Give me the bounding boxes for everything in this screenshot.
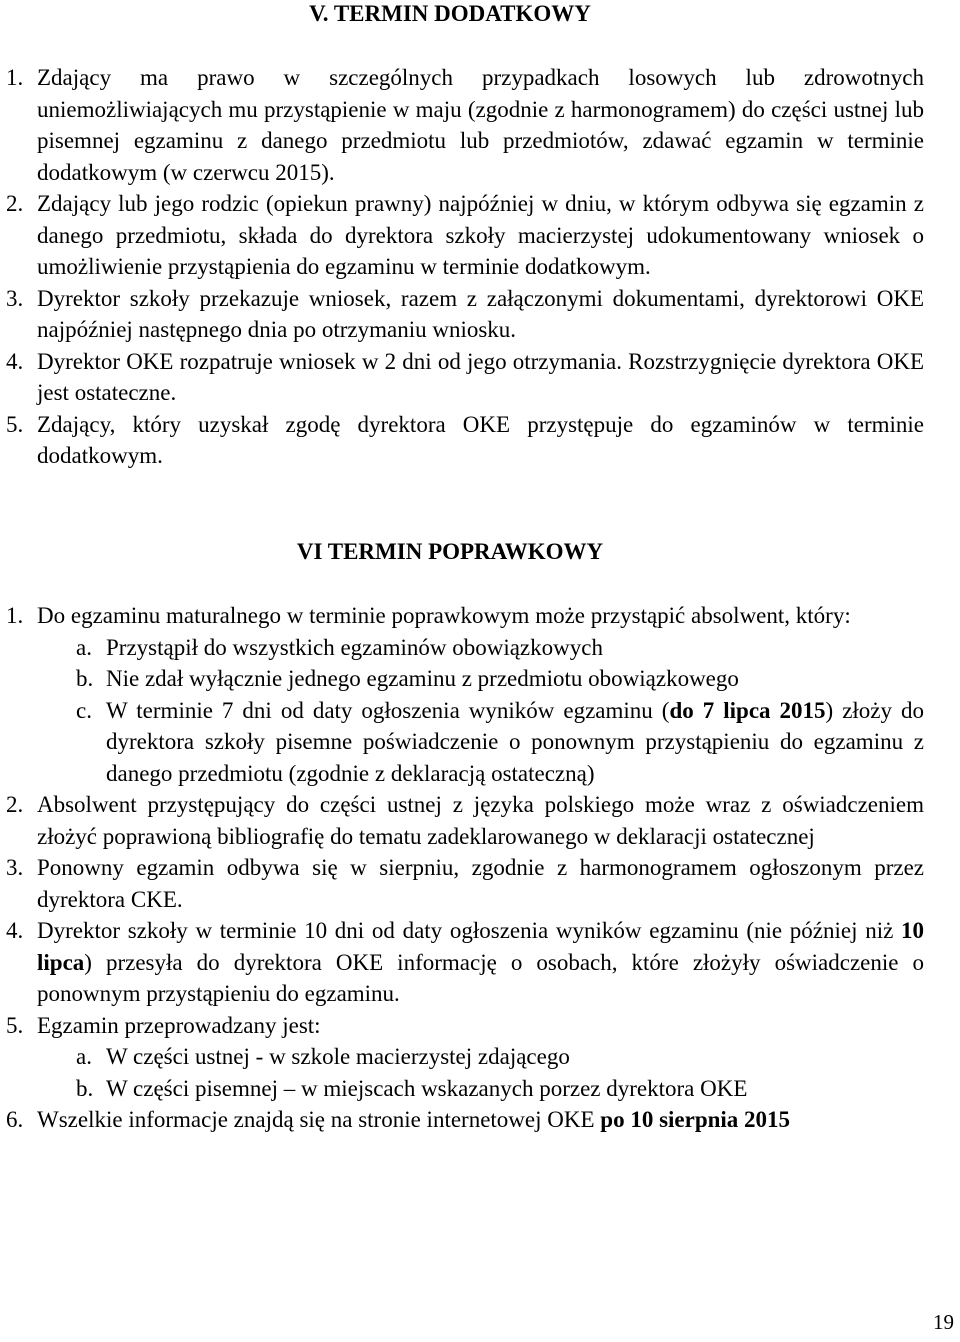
item-text: Dyrektor szkoły w terminie 10 dni od daty ogłoszenia wyników egzaminu (nie później niż bbox=[37, 918, 901, 943]
item-text: Zdający, który uzyskał zgodę dyrektora OKE przystępuje do egzaminów w terminie dodatkowym. bbox=[37, 411, 924, 468]
item-number: 2. bbox=[6, 792, 24, 817]
publication-date: po 10 sierpnia 2015 bbox=[600, 1107, 791, 1132]
sub-item-text: Przystąpił do wszystkich egzaminów obowiązkowych bbox=[106, 634, 603, 660]
list-item bbox=[6, 409, 924, 472]
sub-list-item bbox=[6, 1041, 924, 1073]
list-item bbox=[6, 283, 924, 346]
section-vi-list bbox=[6, 600, 924, 1136]
list-item bbox=[6, 188, 924, 283]
item-number: 5. bbox=[6, 1012, 24, 1038]
list-item bbox=[6, 915, 924, 1010]
item-number: 3. bbox=[6, 855, 24, 880]
sub-list-item bbox=[6, 632, 924, 664]
sub-item-letter: b. bbox=[76, 1075, 94, 1101]
item-text: Absolwent przystępujący do części ustnej z języka polskiego może wraz z oświadczeniem złożyć poprawioną bibliografię do tematu zadeklarowanego w deklaracji ostatecznej bbox=[37, 792, 924, 849]
item-text: Zdający ma prawo w szczególnych przypadkach losowych lub zdrowotnych uniemożliwiających mu przystąpienie w maju (zgodnie z harmonogramem) do części ustnej lub pisemnej egzaminu z danego przedmiotu lub przedmiotów, zdawać egzamin w terminie dodatkowym (w czerwcu 2015). bbox=[37, 65, 924, 185]
sub-list-item bbox=[6, 1073, 924, 1105]
list-item bbox=[6, 346, 924, 409]
item-number: 2. bbox=[6, 191, 24, 216]
item-text: Zdający lub jego rodzic (opiekun prawny) najpóźniej w dniu, w którym odbywa się egzamin z danego przedmiotu, składa do dyrektora szkoły macierzystej udokumentowany wniosek o umożliwienie przystąpienia do egzaminu w terminie dodatkowym. bbox=[37, 191, 924, 279]
list-item bbox=[6, 852, 924, 915]
sub-item-letter: a. bbox=[76, 1044, 92, 1069]
list-item bbox=[6, 600, 924, 632]
sub-item-text: W części ustnej - w szkole macierzystej zdającego bbox=[106, 1044, 570, 1069]
section-v-title: V. TERMIN DODATKOWY bbox=[309, 1, 591, 26]
item-number: 3. bbox=[6, 285, 24, 311]
item-number: 6. bbox=[6, 1107, 24, 1132]
deadline-date: do 7 lipca 2015 bbox=[669, 697, 826, 723]
item-text: Wszelkie informacje znajdą się na stronie internetowej OKE bbox=[37, 1107, 601, 1132]
sub-item-letter: b. bbox=[76, 666, 94, 691]
section-v-list bbox=[6, 62, 924, 472]
sub-item-text: W części pisemnej – w miejscach wskazanych porzez dyrektora OKE bbox=[106, 1075, 748, 1101]
item-number: 1. bbox=[6, 65, 24, 90]
sub-list-item bbox=[6, 663, 924, 695]
sub-item-letter: c. bbox=[76, 697, 92, 723]
item-text: Ponowny egzamin odbywa się w sierpniu, zgodnie z harmonogramem ogłoszonym przez dyrektora CKE. bbox=[37, 855, 924, 912]
list-item bbox=[6, 62, 924, 188]
item-number: 4. bbox=[6, 348, 24, 374]
sub-item-letter: a. bbox=[76, 634, 92, 660]
list-item bbox=[6, 789, 924, 852]
list-item bbox=[6, 1010, 924, 1042]
sub-item-text: Nie zdał wyłącznie jednego egzaminu z przedmiotu obowiązkowego bbox=[106, 666, 739, 691]
item-number: 1. bbox=[6, 603, 24, 628]
item-text: Do egzaminu maturalnego w terminie poprawkowym może przystąpić absolwent, który: bbox=[37, 603, 851, 628]
section-vi-title: VI TERMIN POPRAWKOWY bbox=[296, 539, 604, 564]
item-number: 5. bbox=[6, 411, 24, 437]
item-text: Dyrektor szkoły przekazuje wniosek, razem z załączonymi dokumentami, dyrektorowi OKE najpóźniej następnego dnia po otrzymaniu wniosku. bbox=[37, 285, 924, 342]
sub-item-text: W terminie 7 dni od daty ogłoszenia wyników egzaminu ( bbox=[106, 697, 670, 723]
item-text: Egzamin przeprowadzany jest: bbox=[37, 1012, 321, 1038]
sub-item-text: ) złoży do dyrektora szkoły pisemne poświadczenie o ponownym przystąpieniu do egzaminu z danego przedmiotu (zgodnie z deklaracją ostateczną) bbox=[106, 697, 924, 786]
sub-list-item bbox=[6, 695, 924, 790]
deadline-date: 10 lipca bbox=[37, 918, 924, 975]
item-text: ) przesyła do dyrektora OKE informację o osobach, które złożyły oświadczenie o ponownym przystąpieniu do egzaminu. bbox=[37, 949, 924, 1006]
item-number: 4. bbox=[6, 918, 24, 943]
list-item bbox=[6, 1104, 924, 1136]
page-number: 19 bbox=[933, 1310, 954, 1334]
item-text: Dyrektor OKE rozpatruje wniosek w 2 dni od jego otrzymania. Rozstrzygnięcie dyrektora OKE jest ostateczne. bbox=[37, 348, 924, 405]
